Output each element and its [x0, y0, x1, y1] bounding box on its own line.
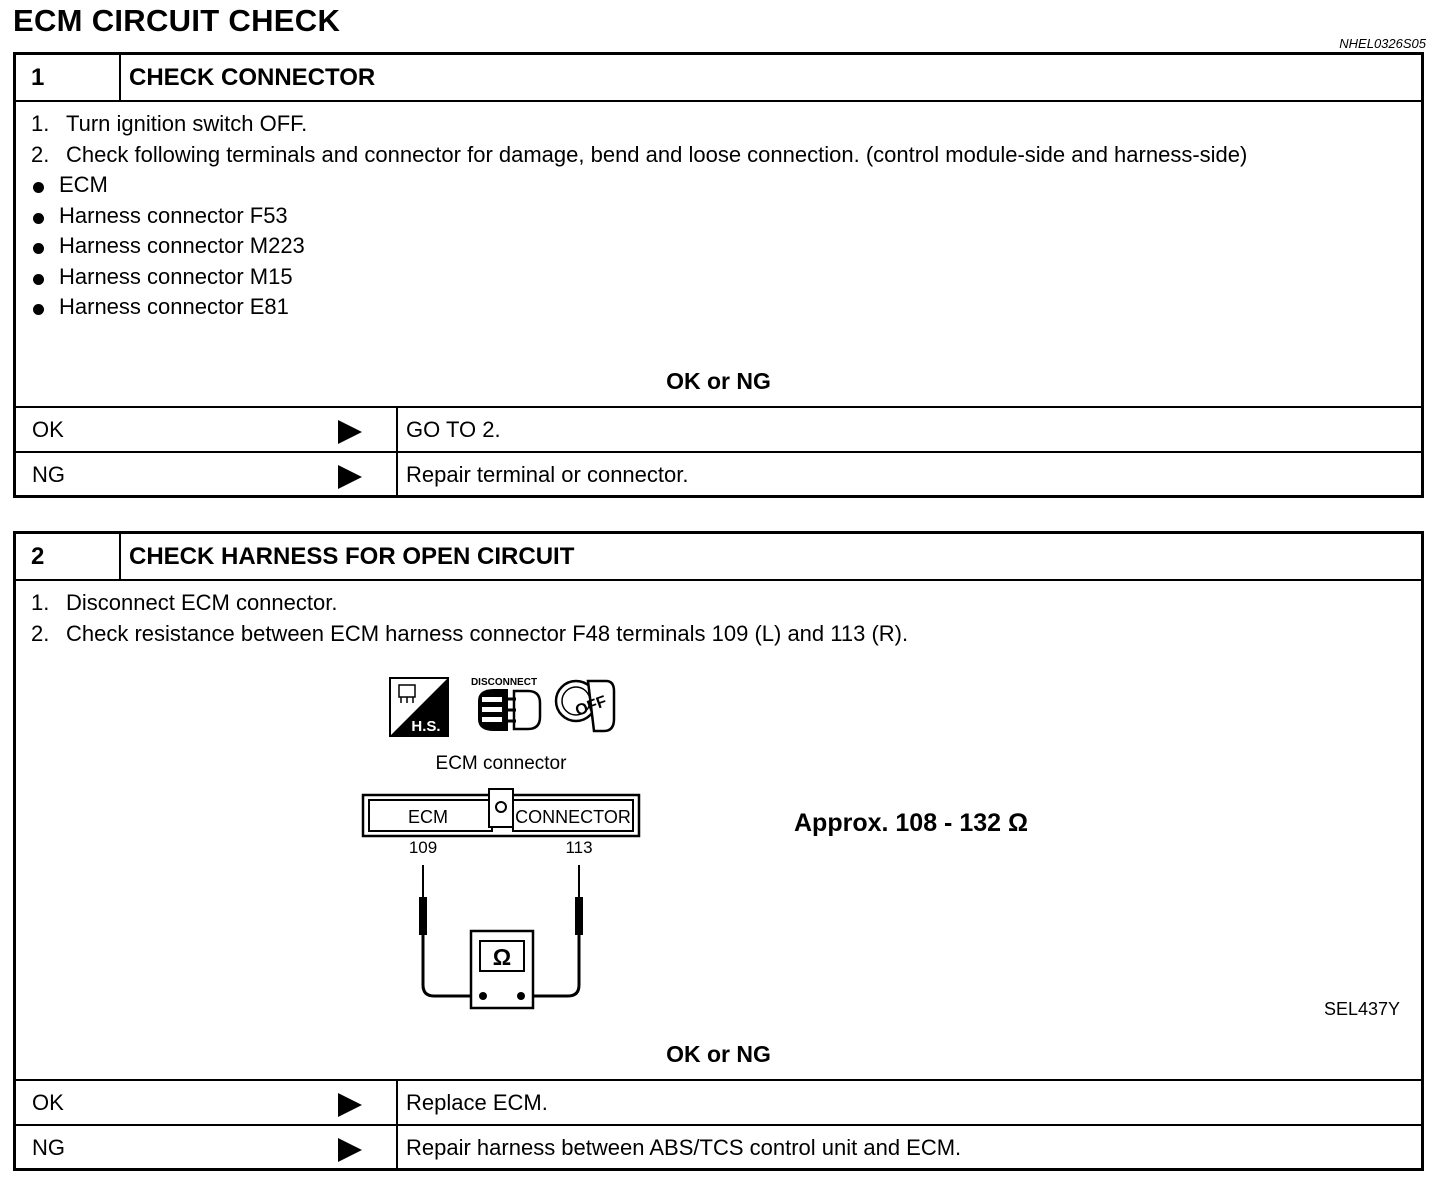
instruction-number: 1.	[31, 111, 50, 136]
ohm-symbol: Ω	[492, 944, 512, 970]
page-reference-code: NHEL0326S05	[1339, 36, 1426, 51]
step-2-header	[16, 534, 1421, 581]
table-row	[16, 1124, 1421, 1169]
result-label: OK or NG	[666, 1041, 771, 1067]
step-2-body	[16, 581, 1421, 1079]
figure-code: SEL437Y	[1324, 999, 1401, 1019]
list-item: Harness connector M223	[16, 231, 1421, 262]
table-row	[16, 1079, 1421, 1124]
outcome-condition	[16, 408, 398, 451]
step-1-instruction	[16, 140, 1421, 171]
ignition-off-icon	[556, 681, 614, 731]
connector-left-label: ECM	[408, 807, 448, 827]
result-label: OK or NG	[666, 368, 771, 394]
table-row	[16, 406, 1421, 451]
condition-text: OK	[32, 1090, 64, 1115]
list-item: ECM	[16, 170, 1421, 201]
disconnect-icon	[471, 677, 540, 731]
terminal-109-label: 109	[408, 838, 438, 857]
connector-caption: ECM connector	[435, 753, 567, 774]
outcome-action: GO TO 2.	[406, 417, 501, 442]
condition-text: NG	[32, 462, 65, 487]
hs-label: H.S.	[411, 718, 441, 735]
step-1-instruction	[16, 109, 1421, 140]
outcome-condition	[16, 453, 398, 496]
resistance-spec: Approx. 108 - 132 Ω	[794, 809, 1029, 837]
ecm-connector	[363, 789, 639, 836]
resistance-check-diagram	[16, 581, 1421, 1079]
terminal-113-label: 113	[565, 838, 593, 857]
arrow-right-icon	[338, 420, 362, 444]
step-2-number: 2	[16, 534, 121, 579]
page-title: ECM CIRCUIT CHECK	[13, 3, 341, 38]
step-1-title: CHECK CONNECTOR	[129, 64, 376, 91]
instruction-text: Check resistance between ECM harness connector F48 terminals 109 (L) and 113 (R).	[66, 620, 909, 646]
outcome-action: Repair harness between ABS/TCS control unit and ECM.	[406, 1135, 962, 1160]
step-2-box	[13, 531, 1424, 1171]
ohmmeter-icon	[471, 931, 533, 1008]
condition-text: NG	[32, 1135, 65, 1160]
instruction-text: Turn ignition switch OFF.	[66, 111, 308, 136]
table-row	[16, 451, 1421, 496]
instruction-text: Check following terminals and connector for damage, bend and loose connection. (control module-side and harness-side)	[66, 141, 1248, 167]
outcome-action: Repair terminal or connector.	[406, 462, 689, 487]
instruction-text: Disconnect ECM connector.	[66, 590, 338, 615]
step-1-box	[13, 52, 1424, 498]
list-item: Harness connector E81	[16, 292, 1421, 323]
harness-side-icon	[390, 678, 448, 736]
arrow-right-icon	[338, 465, 362, 489]
arrow-right-icon	[338, 1138, 362, 1162]
arrow-right-icon	[338, 1093, 362, 1117]
outcome-condition	[16, 1081, 398, 1124]
instruction-number: 2.	[31, 620, 50, 646]
disconnect-label: DISCONNECT	[470, 677, 538, 688]
list-item: Harness connector M15	[16, 262, 1421, 293]
off-label: OFF	[573, 693, 610, 720]
step-1-body	[16, 102, 1421, 406]
step-1-number: 1	[16, 55, 121, 100]
outcome-action: Replace ECM.	[406, 1090, 548, 1115]
list-item: Harness connector F53	[16, 201, 1421, 232]
step-2-title: CHECK HARNESS FOR OPEN CIRCUIT	[129, 543, 575, 570]
instruction-number: 1.	[31, 590, 50, 615]
outcome-condition	[16, 1126, 398, 1169]
step-1-header	[16, 55, 1421, 102]
connector-right-label: CONNECTOR	[515, 807, 631, 827]
condition-text: OK	[32, 417, 64, 442]
instruction-number: 2.	[31, 141, 50, 167]
